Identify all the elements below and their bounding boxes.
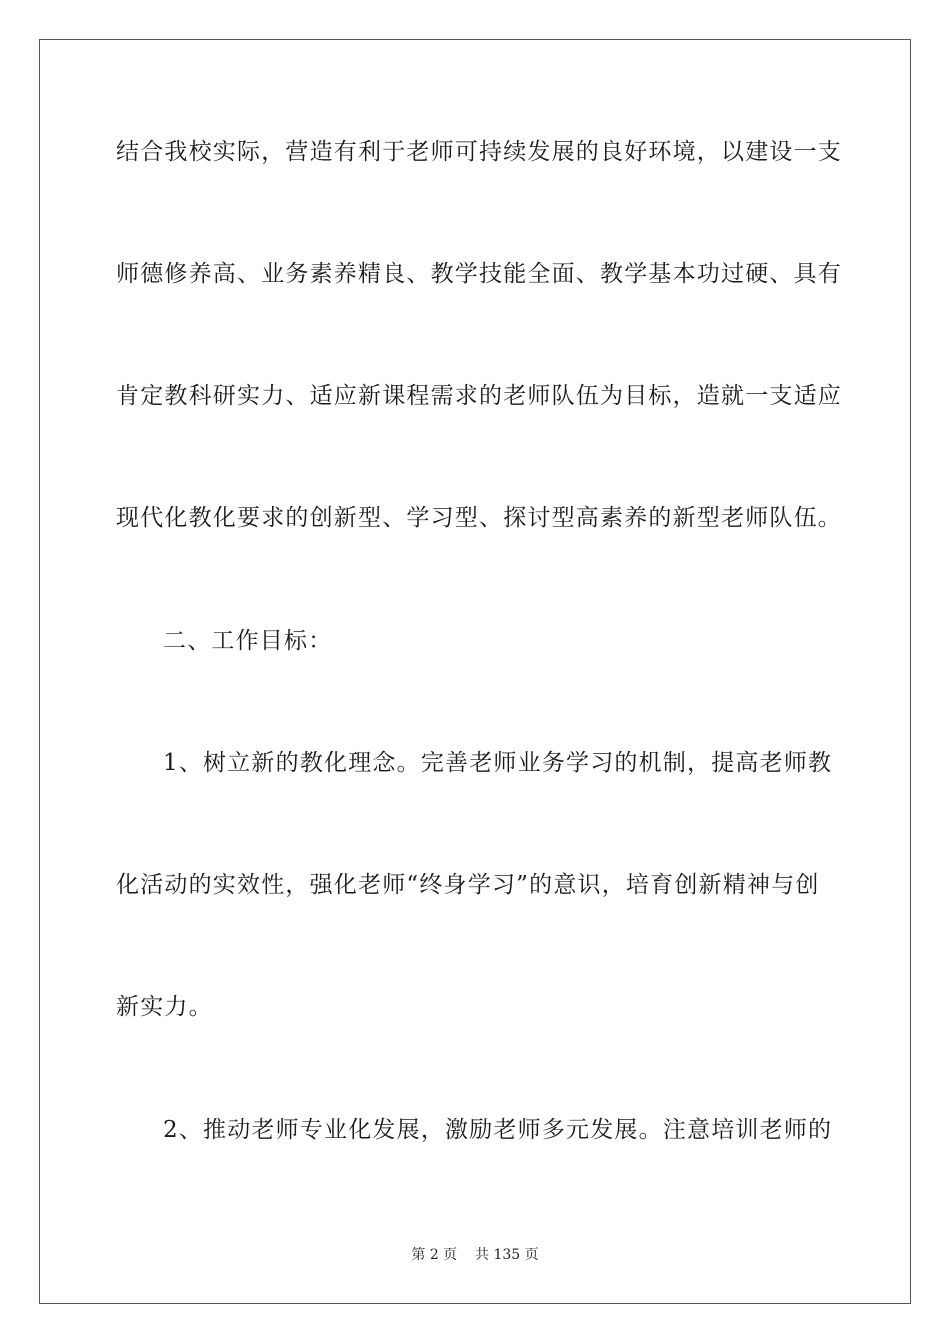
body-line-7: 化活动的实效性，强化老师“终身学习”的意识，培育创新精神与创	[116, 872, 820, 898]
page-footer	[0, 1246, 950, 1264]
body-line-9: 2、推动老师专业化发展，激励老师多元发展。注意培训老师的	[163, 1117, 833, 1143]
body-line-3: 肯定教科研实力、适应新课程需求的老师队伍为目标，造就一支适应	[116, 383, 842, 409]
body-line-4: 现代化教化要求的创新型、学习型、探讨型高素养的新型老师队伍。	[116, 505, 842, 531]
body-line-8: 新实力。	[116, 994, 213, 1020]
body-line-2: 师德修养高、业务素养精良、教学技能全面、教学基本功过硬、具有	[116, 261, 842, 287]
section-heading: 二、工作目标：	[163, 628, 333, 654]
page-number: 第 2 页	[411, 1247, 458, 1263]
body-line-6: 1、树立新的教化理念。完善老师业务学习的机制，提高老师教	[163, 750, 833, 776]
body-line-1: 结合我校实际，营造有利于老师可持续发展的良好环境，以建设一支	[116, 139, 842, 165]
page-total: 共 135 页	[475, 1247, 539, 1263]
